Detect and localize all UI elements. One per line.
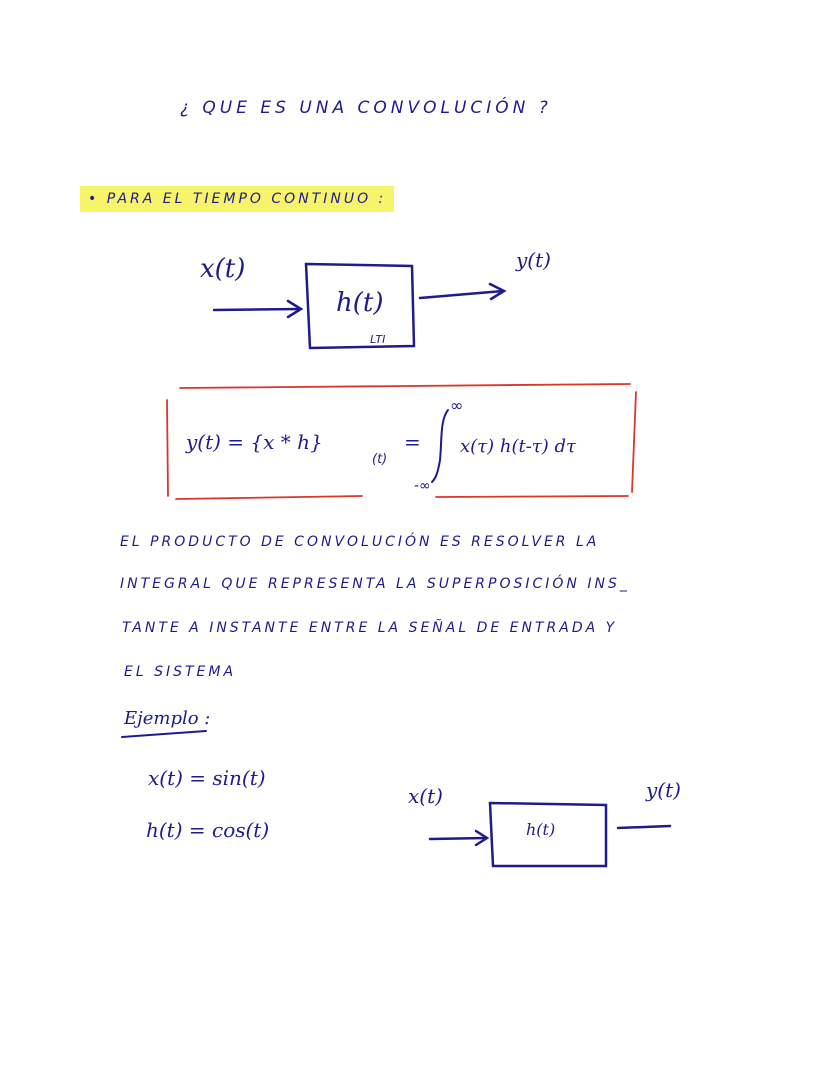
diagram1-block-label: h(t) [336,288,384,318]
formula-lhs: y(t) = {x * h} [186,430,323,454]
diagram2-output-label: y(t) [646,778,681,802]
diagram2-output-line [618,826,670,828]
example-line-2: h(t) = cos(t) [146,818,270,842]
diagram2-input-label: x(t) [408,784,443,808]
integral-lower-limit: -∞ [414,478,431,494]
formula-lhs-subscript: (t) [372,452,388,467]
integral-upper-limit: ∞ [450,396,464,415]
formula-equals: = [404,430,421,454]
formula-integrand: x(τ) h(t-τ) dτ [460,436,576,457]
paragraph-line-2: INTEGRAL QUE REPRESENTA LA SUPERPOSICIÓN INS_ [120,576,630,592]
section-heading: • PARA EL TIEMPO CONTINUO : [80,186,394,212]
example-line-1: x(t) = sin(t) [148,766,266,790]
diagram1-block-sublabel: LTI [370,333,386,346]
diagram1-output-arrow [420,284,504,299]
page-title: ¿ QUE ES UNA CONVOLUCIÓN ? [180,98,552,118]
example-underline [122,731,206,737]
example-heading: Ejemplo : [124,708,211,729]
integral-sign [432,410,448,482]
diagram1-output-label: y(t) [516,248,551,272]
paragraph-line-4: EL SISTEMA [124,664,237,680]
diagram2-input-arrow [430,831,487,845]
diagram1-input-arrow [214,301,301,317]
paragraph-line-1: EL PRODUCTO DE CONVOLUCIÓN ES RESOLVER LA [120,534,600,550]
diagram2-block-label: h(t) [526,820,556,839]
paragraph-line-3: TANTE A INSTANTE ENTRE LA SEÑAL DE ENTRADA Y [122,620,618,636]
diagram1-input-label: x(t) [200,254,246,284]
